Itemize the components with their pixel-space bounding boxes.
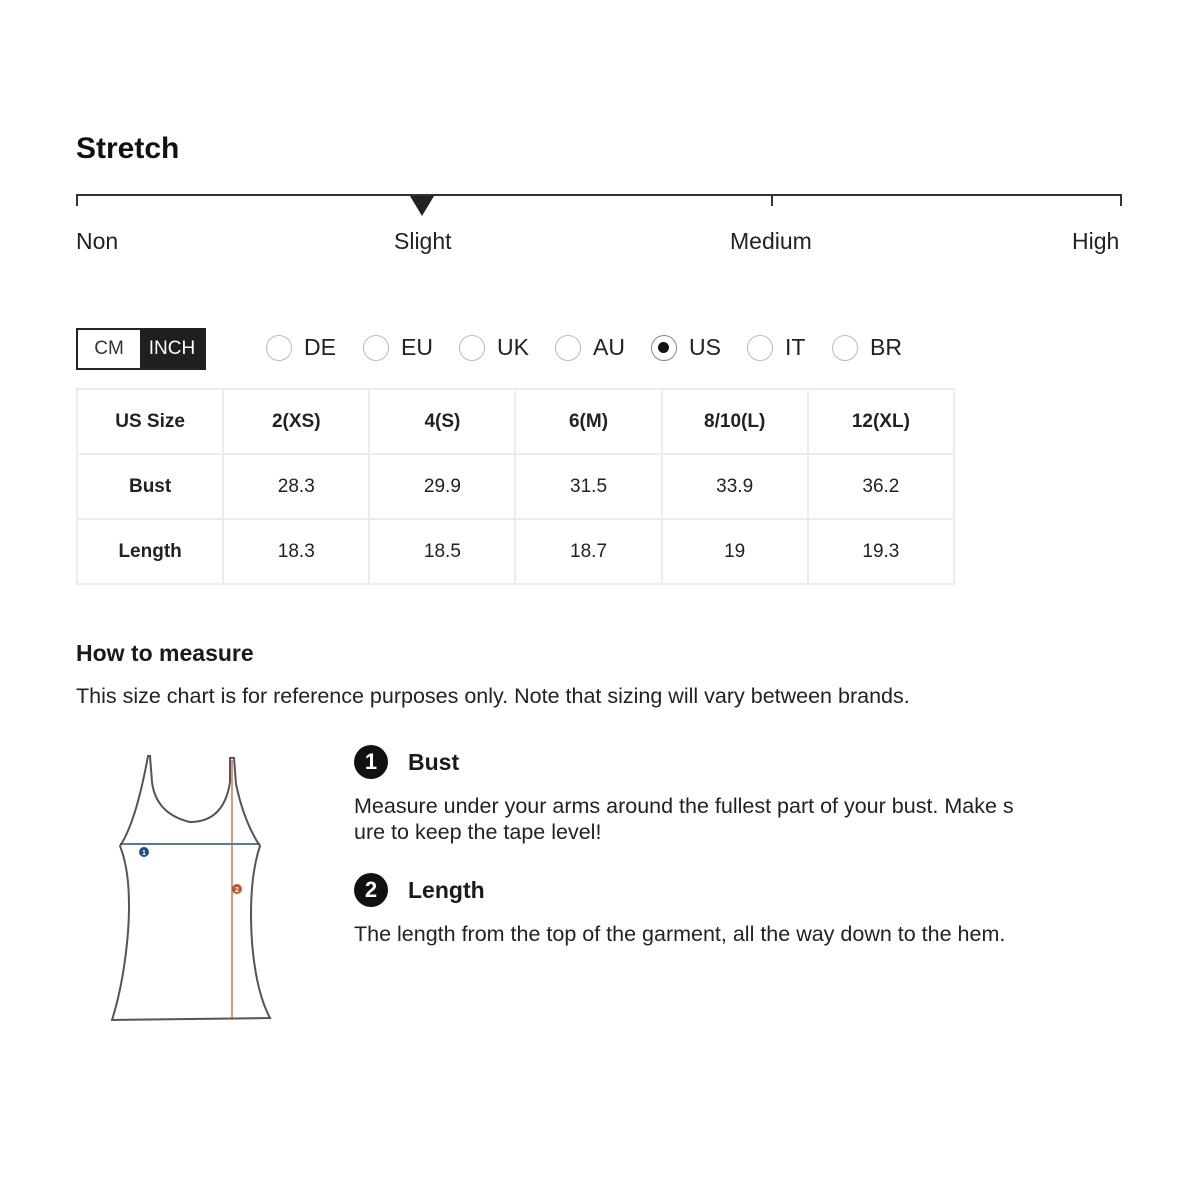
region-option-br[interactable] [832, 334, 902, 361]
step-description [354, 921, 1054, 947]
stretch-tick-medium [771, 194, 773, 206]
step-description-line: Measure under your arms around the fullest part of your bust. Make s [354, 794, 1014, 818]
table-header-cell: 12(XL) [808, 389, 954, 454]
table-cell: 18.3 [223, 519, 369, 584]
measure-note: This size chart is for reference purposes only. Note that sizing will vary between brands. [76, 684, 910, 708]
unit-inch-button[interactable]: INCH [140, 330, 204, 368]
table-header-cell: US Size [77, 389, 223, 454]
stretch-title: Stretch [76, 132, 180, 165]
table-row [77, 454, 954, 519]
stretch-label-high: High [1072, 228, 1120, 254]
stretch-label-non: Non [76, 228, 119, 254]
size-table [76, 388, 955, 585]
radio-eu[interactable] [363, 335, 389, 361]
region-label-au: AU [593, 334, 625, 360]
table-cell: 28.3 [223, 454, 369, 519]
radio-us[interactable] [651, 335, 677, 361]
table-cell: 33.9 [662, 454, 808, 519]
region-option-de[interactable] [266, 334, 336, 361]
measure-title: How to measure [76, 640, 254, 666]
table-cell: 18.5 [369, 519, 515, 584]
radio-it[interactable] [747, 335, 773, 361]
region-label-us: US [689, 334, 721, 360]
table-header-cell: 2(XS) [223, 389, 369, 454]
step-number-icon: 1 [354, 745, 388, 779]
table-header-cell: 4(S) [369, 389, 515, 454]
radio-au[interactable] [555, 335, 581, 361]
table-row [77, 519, 954, 584]
region-label-de: DE [304, 334, 336, 360]
measure-step-bust [354, 745, 1054, 845]
table-cell: 36.2 [808, 454, 954, 519]
table-cell: 19 [662, 519, 808, 584]
step-description [354, 793, 1054, 845]
stretch-label-medium: Medium [730, 228, 812, 254]
length-marker-number: 2 [235, 887, 239, 894]
stretch-tick-high [1120, 194, 1122, 206]
radio-uk[interactable] [459, 335, 485, 361]
region-option-eu[interactable] [363, 334, 433, 361]
stretch-scale-line [76, 194, 1122, 196]
step-description-line: ure to keep the tape level! [354, 820, 602, 844]
region-option-it[interactable] [747, 334, 805, 361]
region-option-uk[interactable] [459, 334, 529, 361]
tank-top-outline-icon [112, 756, 270, 1020]
unit-cm-button[interactable]: CM [94, 338, 124, 359]
step-number-icon: 2 [354, 873, 388, 907]
table-header-row [77, 389, 954, 454]
stretch-label-slight: Slight [394, 228, 452, 254]
unit-toggle [76, 328, 206, 370]
table-cell: 31.5 [515, 454, 661, 519]
table-row-label: Bust [77, 454, 223, 519]
radio-de[interactable] [266, 335, 292, 361]
table-cell: 29.9 [369, 454, 515, 519]
region-label-eu: EU [401, 334, 433, 360]
table-header-cell: 8/10(L) [662, 389, 808, 454]
step-title: Length [408, 876, 485, 903]
measure-step-length [354, 873, 1054, 947]
region-label-it: IT [785, 334, 806, 360]
stretch-tick-non [76, 194, 78, 206]
table-row-label: Length [77, 519, 223, 584]
table-cell: 19.3 [808, 519, 954, 584]
table-cell: 18.7 [515, 519, 661, 584]
region-option-au[interactable] [555, 334, 625, 361]
region-label-br: BR [870, 334, 902, 360]
step-title: Bust [408, 748, 460, 775]
step-description-line: The length from the top of the garment, all the way down to the hem. [354, 922, 1006, 946]
stretch-marker-icon [410, 196, 434, 216]
radio-br[interactable] [832, 335, 858, 361]
region-label-uk: UK [497, 334, 529, 360]
tank-top-diagram [100, 752, 290, 1032]
table-header-cell: 6(M) [515, 389, 661, 454]
region-option-us[interactable] [651, 334, 721, 361]
bust-marker-number: 1 [142, 850, 146, 857]
